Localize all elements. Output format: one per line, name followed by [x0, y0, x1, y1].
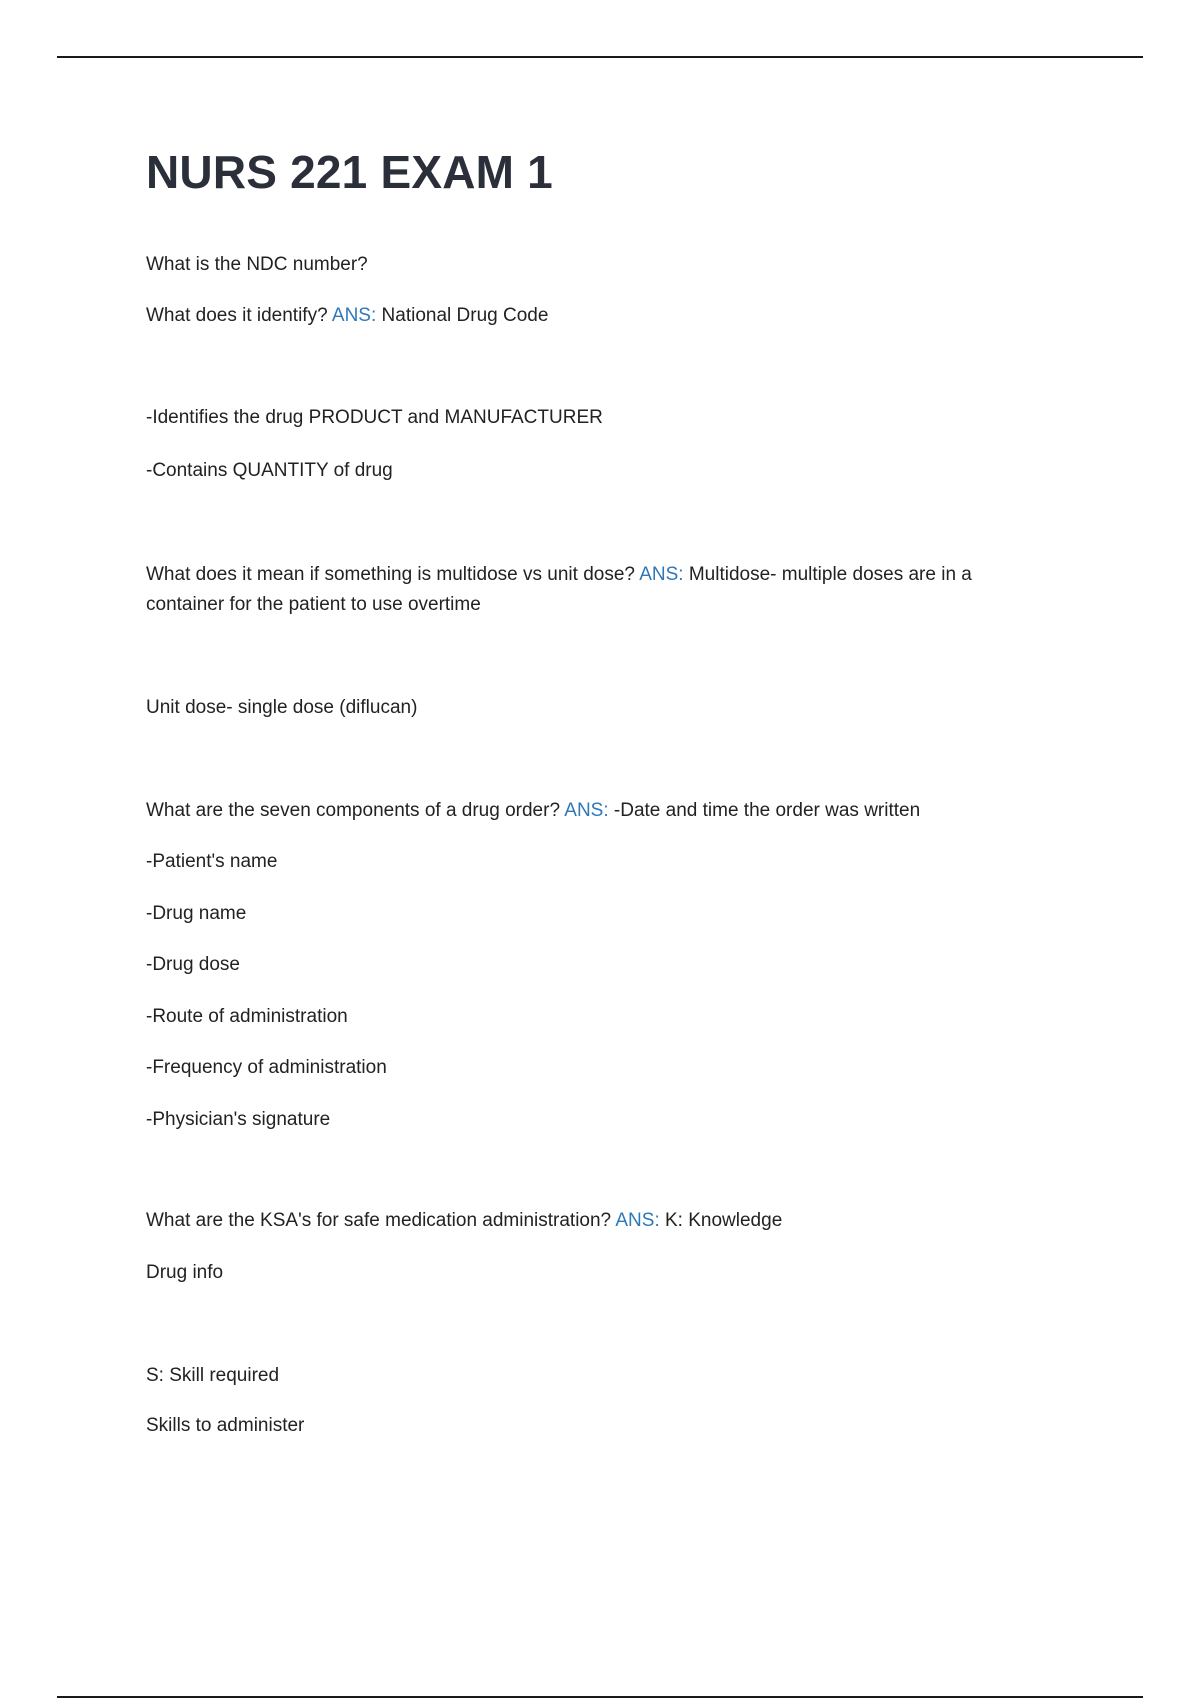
answer-text: Drug info — [146, 1262, 224, 1283]
answer-text: container for the patient to use overtime — [146, 594, 481, 615]
answer-line — [146, 403, 1046, 433]
answer-text: -Drug name — [146, 903, 247, 924]
answer-label: ANS: — [564, 800, 609, 821]
answer-label: ANS: — [615, 1210, 660, 1231]
answer-line — [146, 1411, 1046, 1441]
answer-text: Multidose- multiple doses are in a — [683, 564, 972, 585]
answer-line — [146, 693, 1046, 723]
answer-text: K: Knowledge — [659, 1210, 783, 1231]
question-ndc-identify — [146, 301, 1046, 331]
answer-line — [146, 1105, 1046, 1135]
answer-text: Unit dose- single dose (diflucan) — [146, 697, 418, 718]
answer-line — [146, 1053, 1046, 1083]
answer-line — [146, 847, 1046, 877]
bottom-divider — [57, 1696, 1143, 1698]
answer-label: ANS: — [331, 305, 377, 326]
question-ksa — [146, 1206, 1046, 1236]
page-title: NURS 221 EXAM 1 — [146, 146, 553, 198]
answer-text: -Frequency of administration — [146, 1057, 387, 1078]
answer-line — [146, 950, 1046, 980]
question-text: What is the NDC number? — [146, 254, 368, 275]
answer-text: -Contains QUANTITY of drug — [146, 460, 393, 481]
answer-text: -Route of administration — [146, 1006, 348, 1027]
question-text: What are the seven components of a drug order? — [146, 800, 561, 821]
question-text: What does it mean if something is multidose vs unit dose? — [146, 564, 635, 585]
answer-line — [146, 1361, 1046, 1391]
answer-line — [146, 590, 1046, 620]
top-divider — [57, 56, 1143, 58]
answer-line — [146, 1258, 1046, 1288]
answer-text: -Date and time the order was written — [608, 800, 921, 821]
answer-text: -Physician's signature — [146, 1109, 331, 1130]
answer-line — [146, 899, 1046, 929]
question-multidose — [146, 560, 1046, 590]
answer-label: ANS: — [639, 564, 684, 585]
answer-text: -Identifies the drug PRODUCT and MANUFACTURER — [146, 407, 603, 428]
answer-line — [146, 1002, 1046, 1032]
answer-text: National Drug Code — [376, 305, 549, 326]
answer-text: Skills to administer — [146, 1415, 305, 1436]
question-text: What are the KSA's for safe medication administration? — [146, 1210, 612, 1231]
answer-text: -Drug dose — [146, 954, 240, 975]
answer-text: -Patient's name — [146, 851, 278, 872]
question-drug-order — [146, 796, 1046, 826]
question-ndc — [146, 250, 1046, 280]
answer-line — [146, 456, 1046, 486]
question-text: What does it identify? — [146, 305, 328, 326]
answer-text: S: Skill required — [146, 1365, 280, 1386]
